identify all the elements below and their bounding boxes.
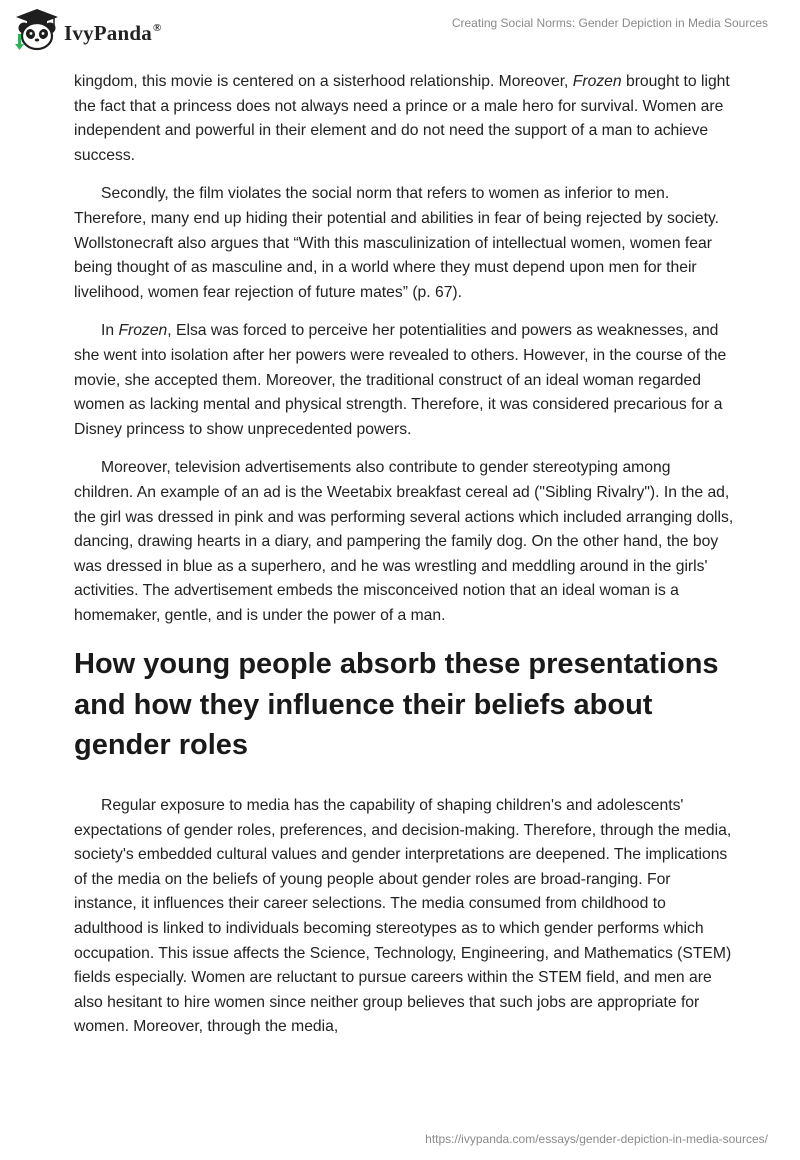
- paragraph: kingdom, this movie is centered on a sisterhood relationship. Moreover, Frozen brought to light the fact that a princess does not always need a prince or a male hero for survival. Women are independent and powerful in their element and do not need the support of a man to achieve success.: [74, 73, 730, 164]
- section-heading: How young people absorb these presentations and how they influence their beliefs about gender roles: [74, 648, 719, 762]
- paragraph: Secondly, the film violates the social norm that refers to women as inferior to men. Therefore, many end up hiding their potential and abilities in fear of being rejected by society. Wollstonecraft also argues that “With this masculinization of intellectual women, women fear being thought of as masculine and, in a world where they must depend upon men for their livelihood, women fear rejection of future mates” (p. 67).: [74, 185, 720, 301]
- paragraph: Moreover, television advertisements also contribute to gender stereotyping among children. An example of an ad is the Weetabix breakfast cereal ad ("Sibling Rivalry"). In the ad, the girl was dressed in pink and was performing several actions which included arranging dolls, dancing, drawing hearts in a diary, and pampering the family dog. On the other hand, the boy was dressed in blue as a superhero, and he was wrestling and meddling around in the girls' activities. The advertisement embeds the misconceived notion that an ideal woman is a homemaker, gentle, and is under the power of a man.: [74, 459, 734, 624]
- ivypanda-logo[interactable]: [14, 8, 161, 52]
- paragraph: In Frozen, Elsa was forced to perceive her potentialities and powers as weaknesses, and she went into isolation after her powers were revealed to others. However, in the course of the movie, she accepted them. Moreover, the traditional construct of an ideal woman regarded women as lacking mental and physical strength. Therefore, it was considered precarious for a Disney princess to show unprecedented powers.: [74, 322, 727, 438]
- essay-content: [74, 70, 734, 1054]
- paragraph: Regular exposure to media has the capability of shaping children's and adolescents' expectations of gender roles, preferences, and decision-making. Therefore, through the media, society's embedded cultural values and gender interpretations are deepened. The implications of the media on the beliefs of young people about gender roles are broad-ranging. For instance, it influences their career selections. The media consumed from childhood to adulthood is linked to individuals becoming stereotypes as to which gender performs which occupation. This issue affects the Science, Technology, Engineering, and Mathematics (STEM) fields especially. Women are reluctant to pursue careers within the STEM field, and men are also hesitant to hire women since neither group believes that such jobs are appropriate for women. Moreover, through the media,: [74, 796, 732, 1036]
- panda-graduate-icon: [14, 8, 60, 52]
- source-url[interactable]: https://ivypanda.com/essays/gender-depiction-in-media-sources/: [425, 1132, 768, 1146]
- document-title: Creating Social Norms: Gender Depiction in Media Sources: [451, 16, 768, 30]
- page-header: [0, 0, 800, 60]
- brand-name: IvyPanda®: [64, 20, 162, 45]
